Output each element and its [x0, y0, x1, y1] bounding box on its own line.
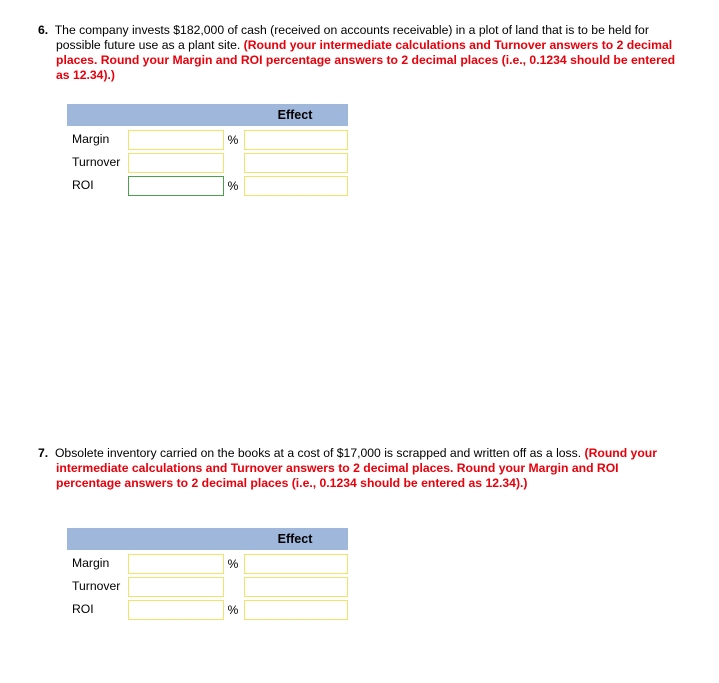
table-row	[67, 575, 348, 598]
question-7-instruction: (Round your intermediate calculations and Turnover answers to 2 decimal places. Round your Margin and ROI percentage answers to 2 decimal places (i.e., 0.1234 should be entered as 12.34).)	[56, 446, 657, 490]
question-7-text-block	[38, 446, 678, 491]
turnover-effect-cell	[242, 151, 348, 174]
percent-sign: %	[227, 132, 239, 147]
margin-input-cell	[128, 128, 224, 151]
margin-input[interactable]	[128, 554, 224, 574]
margin-input[interactable]	[128, 130, 224, 150]
row-label-margin: Margin	[67, 552, 128, 575]
percent-sign: %	[227, 178, 239, 193]
table-row	[67, 151, 348, 174]
question-6-text-block	[38, 23, 678, 83]
table-row	[67, 128, 348, 151]
percent-sign: %	[227, 556, 239, 571]
question-6-table	[67, 104, 348, 197]
unit-blank	[224, 151, 242, 174]
question-7-table	[67, 528, 348, 621]
turnover-input[interactable]	[128, 577, 224, 597]
row-label-roi: ROI	[67, 598, 128, 621]
turnover-effect-input[interactable]	[244, 153, 348, 173]
table-header-blank	[67, 528, 242, 552]
table-row	[67, 598, 348, 621]
margin-effect-input[interactable]	[244, 554, 348, 574]
table-header-row	[67, 528, 348, 552]
table-header-effect: Effect	[242, 528, 348, 552]
question-7-text: Obsolete inventory carried on the books at a cost of $17,000 is scrapped and written off as a loss.	[54, 446, 582, 460]
table-row	[67, 174, 348, 197]
roi-effect-cell	[242, 174, 348, 197]
unit-blank	[224, 575, 242, 598]
turnover-effect-input[interactable]	[244, 577, 348, 597]
question-6-number: 6.	[38, 23, 49, 37]
row-label-turnover: Turnover	[67, 151, 128, 174]
question-7	[38, 446, 678, 491]
question-6	[38, 23, 678, 83]
turnover-input[interactable]	[128, 153, 224, 173]
margin-effect-input[interactable]	[244, 130, 348, 150]
table-header-effect: Effect	[242, 104, 348, 128]
turnover-input-cell	[128, 151, 224, 174]
roi-input[interactable]	[128, 176, 224, 196]
table-row	[67, 552, 348, 575]
roi-effect-input[interactable]	[244, 176, 348, 196]
row-label-roi: ROI	[67, 174, 128, 197]
roi-input-cell	[128, 174, 224, 197]
roi-input[interactable]	[128, 600, 224, 620]
table-header-row	[67, 104, 348, 128]
roi-input-cell	[128, 598, 224, 621]
row-label-turnover: Turnover	[67, 575, 128, 598]
row-label-margin: Margin	[67, 128, 128, 151]
question-7-number: 7.	[38, 446, 49, 460]
roi-effect-cell	[242, 598, 348, 621]
margin-effect-cell	[242, 128, 348, 151]
margin-effect-cell	[242, 552, 348, 575]
table-header-blank	[67, 104, 242, 128]
question-6-text: The company invests $182,000 of cash (received on accounts receivable) in a plot of land that is to be held for possible future use as a plant site.	[54, 23, 649, 52]
margin-input-cell	[128, 552, 224, 575]
question-6-instruction: (Round your intermediate calculations and Turnover answers to 2 decimal places. Round your Margin and ROI percentage answers to 2 decimal places (i.e., 0.1234 should be entered as 12.34).)	[56, 38, 676, 82]
turnover-input-cell	[128, 575, 224, 598]
turnover-effect-cell	[242, 575, 348, 598]
percent-sign: %	[227, 602, 239, 617]
roi-effect-input[interactable]	[244, 600, 348, 620]
